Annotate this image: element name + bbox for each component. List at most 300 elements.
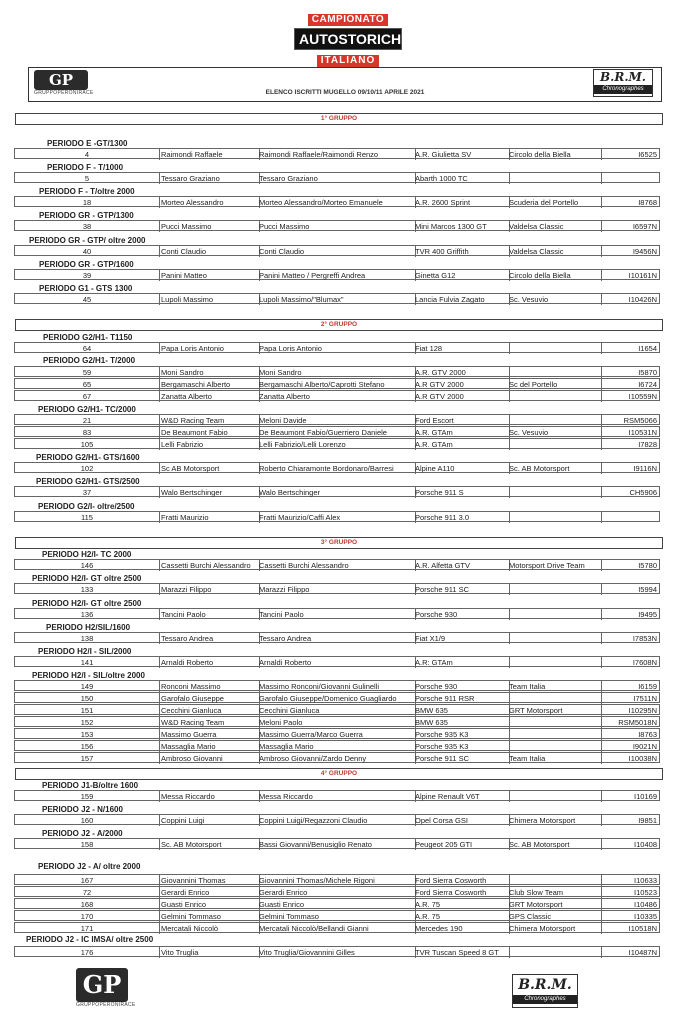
- entry-number: 18: [15, 197, 160, 208]
- entry-car: A.R. GTAm: [413, 439, 510, 450]
- entry-team: [507, 947, 602, 958]
- entry-team: GRT Motorsport: [507, 705, 602, 716]
- entry-number: 176: [15, 947, 160, 958]
- entry-license: I9851: [638, 816, 657, 825]
- period-heading: PERIODO GR - GTP/1600: [39, 260, 134, 269]
- entry-crew: Meloni Paolo: [257, 717, 416, 728]
- entry-number: 5: [15, 173, 160, 184]
- entry-license: I10038N: [628, 754, 657, 763]
- entry-crew: Fratti Maurizio/Caffi Alex: [257, 512, 416, 523]
- brm-footer-logo: [512, 974, 578, 1008]
- entry-crew: De Beaumont Fabio/Guerriero Daniele: [257, 427, 416, 438]
- brm-logo-text: B.R.M.: [600, 70, 646, 84]
- table-row: [14, 814, 660, 825]
- gpr-logo-mark: GP: [34, 70, 88, 90]
- table-row: [14, 680, 660, 691]
- brm-footer-sub: Chronographes: [513, 995, 577, 1004]
- entry-car: A.R GTV 2000: [413, 379, 510, 390]
- entry-crew: Morteo Alessandro/Morteo Emanuele: [257, 197, 416, 208]
- entry-crew: Tessaro Graziano: [257, 173, 416, 184]
- entry-team: [507, 439, 602, 450]
- table-row: [14, 438, 660, 449]
- entry-crew: Massaglia Mario: [257, 741, 416, 752]
- table-row: [14, 752, 660, 763]
- logo-bottom-text: ITALIANO: [317, 55, 379, 67]
- entry-team: GRT Motorsport: [507, 899, 602, 910]
- table-row: [14, 366, 660, 377]
- entry-car: Porsche 930: [413, 609, 510, 620]
- entry-car: Opel Corsa GSI: [413, 815, 510, 826]
- entry-number: 150: [15, 693, 160, 704]
- campionato-logo: [294, 9, 411, 66]
- entry-number: 157: [15, 753, 160, 764]
- brm-footer-text: B.R.M.: [518, 977, 572, 993]
- period-heading: PERIODO H2/I- TC 2000: [42, 550, 132, 559]
- entry-number: 39: [15, 270, 160, 281]
- entry-car: A.R. GTV 2000: [413, 367, 510, 378]
- entry-number: 159: [15, 791, 160, 802]
- entry-license: I10531N: [628, 428, 657, 437]
- entry-license: I7828: [638, 440, 657, 449]
- entry-driver: Lelli Fabrizio: [159, 439, 260, 450]
- group-bar: 2° GRUPPO: [15, 319, 663, 331]
- entry-license: I10426N: [628, 295, 657, 304]
- entry-driver: Moni Sandro: [159, 367, 260, 378]
- entry-crew: Bassi Giovanni/Benusiglio Renato: [257, 839, 416, 850]
- entry-license: RSM5018N: [618, 718, 657, 727]
- entry-car: A.R. 2600 Sprint: [413, 197, 510, 208]
- entry-license: I7853N: [632, 634, 657, 643]
- entry-team: [507, 717, 602, 728]
- entry-number: 105: [15, 439, 160, 450]
- entry-car: Mini Marcos 1300 GT: [413, 221, 510, 232]
- table-row: [14, 293, 660, 304]
- entry-number: 160: [15, 815, 160, 826]
- entry-team: Circolo della Biella: [507, 149, 602, 160]
- entry-number: 45: [15, 294, 160, 305]
- entry-team: [507, 584, 602, 595]
- entry-license: I10633: [634, 876, 657, 885]
- entry-driver: Massimo Guerra: [159, 729, 260, 740]
- entry-number: 37: [15, 487, 160, 498]
- entry-car: Porsche 930: [413, 681, 510, 692]
- entry-car: TVR 400 Griffith: [413, 246, 510, 257]
- entry-car: Alpine A110: [413, 463, 510, 474]
- period-heading: PERIODO J2 - IC IMSA/ oltre 2500: [26, 935, 154, 944]
- entry-license: I10408: [634, 840, 657, 849]
- entry-license: I6597N: [632, 222, 657, 231]
- entry-driver: Vito Truglia: [159, 947, 260, 958]
- entry-team: Motorsport Drive Team: [507, 560, 602, 571]
- entry-team: Chimera Motorsport: [507, 923, 602, 934]
- period-heading: PERIODO GR - GTP/ oltre 2000: [29, 236, 146, 245]
- period-heading: PERIODO G1 - GTS 1300: [39, 284, 133, 293]
- entry-driver: Conti Claudio: [159, 246, 260, 257]
- entry-driver: Tancini Paolo: [159, 609, 260, 620]
- entry-number: 83: [15, 427, 160, 438]
- entry-driver: Tessaro Andrea: [159, 633, 260, 644]
- entry-crew: Papa Loris Antonio: [257, 343, 416, 354]
- table-row: [14, 378, 660, 389]
- entry-car: Fiat 128: [413, 343, 510, 354]
- entry-driver: Panini Matteo: [159, 270, 260, 281]
- period-heading: PERIODO H2/I- GT oltre 2500: [32, 574, 142, 583]
- entry-number: 133: [15, 584, 160, 595]
- entry-car: Porsche 935 K3: [413, 729, 510, 740]
- entry-license: I10518N: [628, 924, 657, 933]
- entry-number: 156: [15, 741, 160, 752]
- entry-car: Ford Escort: [413, 415, 510, 426]
- logo-middle-text: AUTOSTORICHE: [294, 28, 402, 50]
- brm-logo-sub: Chronographes: [594, 85, 652, 94]
- entry-license: I8768: [638, 198, 657, 207]
- entry-crew: Bergamaschi Alberto/Caprotti Stefano: [257, 379, 416, 390]
- entry-team: Club Slow Team: [507, 887, 602, 898]
- group-bar: 3° GRUPPO: [15, 537, 663, 549]
- table-row: [14, 245, 660, 256]
- period-heading: PERIODO J2 - A/2000: [42, 829, 123, 838]
- brm-logo: [593, 69, 653, 97]
- entry-crew: Walo Bertschinger: [257, 487, 416, 498]
- period-heading: PERIODO J1-B/oltre 1600: [42, 781, 139, 790]
- entry-crew: Raimondi Raffaele/Raimondi Renzo: [257, 149, 416, 160]
- entry-team: [507, 791, 602, 802]
- entry-license: RSM5066: [623, 416, 657, 425]
- entry-license: CH5906: [629, 488, 657, 497]
- table-row: [14, 390, 660, 401]
- entry-number: 171: [15, 923, 160, 934]
- entry-car: Porsche 911 RSR: [413, 693, 510, 704]
- period-heading: PERIODO F - T/1000: [47, 163, 124, 172]
- entry-team: Valdelsa Classic: [507, 221, 602, 232]
- entry-car: Alpine Renault V6T: [413, 791, 510, 802]
- table-row: [14, 740, 660, 751]
- entry-driver: Sc AB Motorsport: [159, 463, 260, 474]
- entry-team: [507, 512, 602, 523]
- entry-car: A.R. Giulietta SV: [413, 149, 510, 160]
- entry-crew: Guasti Enrico: [257, 899, 416, 910]
- entry-team: Sc. AB Motorsport: [507, 463, 602, 474]
- entry-license: I9456N: [632, 247, 657, 256]
- entry-license: I7608N: [632, 658, 657, 667]
- entry-driver: Papa Loris Antonio: [159, 343, 260, 354]
- entry-team: Sc. Vesuvio: [507, 294, 602, 305]
- table-row: [14, 874, 660, 885]
- group-bar: 1° GRUPPO: [15, 113, 663, 125]
- entry-team: [507, 741, 602, 752]
- entry-license: I9021N: [632, 742, 657, 751]
- table-row: [14, 414, 660, 425]
- entry-crew: Meloni Davide: [257, 415, 416, 426]
- entry-driver: Lupoli Massimo: [159, 294, 260, 305]
- period-heading: PERIODO G2/H1- TC/2000: [38, 405, 136, 414]
- table-row: [14, 656, 660, 667]
- period-heading: PERIODO G2/H1- GTS/2500: [36, 477, 140, 486]
- entry-license: I10169: [634, 792, 657, 801]
- entry-license: [599, 512, 659, 523]
- table-row: [14, 946, 660, 957]
- period-heading: PERIODO J2 - N/1600: [42, 805, 123, 814]
- table-row: [14, 342, 660, 353]
- table-row: [14, 196, 660, 207]
- entry-license: I10161N: [628, 271, 657, 280]
- gpr-logo-sub: GRUPPOPERONIRACE: [34, 90, 94, 96]
- entry-number: 21: [15, 415, 160, 426]
- period-heading: PERIODO G2/H1- T/2000: [43, 356, 136, 365]
- period-heading: PERIODO F - T/oltre 2000: [39, 187, 135, 196]
- entry-number: 158: [15, 839, 160, 850]
- entry-crew: Tessaro Andrea: [257, 633, 416, 644]
- entry-driver: Coppini Luigi: [159, 815, 260, 826]
- table-row: [14, 172, 660, 183]
- gpr-footer-mark: GP: [76, 968, 128, 1002]
- table-row: [14, 608, 660, 619]
- group-bar: 4° GRUPPO: [15, 768, 663, 780]
- entry-license: I9116N: [633, 464, 657, 473]
- entry-crew: Conti Claudio: [257, 246, 416, 257]
- entry-team: Sc. Vesuvio: [507, 427, 602, 438]
- entry-driver: Massaglia Mario: [159, 741, 260, 752]
- entry-team: [507, 729, 602, 740]
- entry-number: 59: [15, 367, 160, 378]
- entry-team: [507, 609, 602, 620]
- period-heading: PERIODO H2/I - SIL/2000: [38, 647, 132, 656]
- entry-driver: Guasti Enrico: [159, 899, 260, 910]
- table-row: [14, 790, 660, 801]
- entry-license: I10486: [634, 900, 657, 909]
- entry-team: [507, 415, 602, 426]
- entry-car: Ginetta G12: [413, 270, 510, 281]
- entry-number: 151: [15, 705, 160, 716]
- entry-crew: Panini Matteo / Pergreffi Andrea: [257, 270, 416, 281]
- entry-driver: Gerardi Enrico: [159, 887, 260, 898]
- entry-car: A.R. GTAm: [413, 427, 510, 438]
- entry-driver: Raimondi Raffaele: [159, 149, 260, 160]
- entry-license: I10559N: [628, 392, 657, 401]
- entry-license: I5780: [638, 561, 657, 570]
- entry-crew: Giovannini Thomas/Michele Rigoni: [257, 875, 416, 886]
- entry-number: 67: [15, 391, 160, 402]
- table-row: [14, 632, 660, 643]
- entry-team: [507, 875, 602, 886]
- entry-crew: Moni Sandro: [257, 367, 416, 378]
- entry-team: [507, 633, 602, 644]
- period-heading: PERIODO G2/I- oltre/2500: [38, 502, 135, 511]
- table-row: [14, 886, 660, 897]
- entry-driver: Giovannini Thomas: [159, 875, 260, 886]
- period-heading: PERIODO H2/SIL/1600: [46, 623, 131, 632]
- entry-number: 146: [15, 560, 160, 571]
- entry-driver: De Beaumont Fabio: [159, 427, 260, 438]
- entry-team: Team Italia: [507, 681, 602, 692]
- entry-driver: Morteo Alessandro: [159, 197, 260, 208]
- entry-license: I9495: [638, 610, 657, 619]
- entry-number: 168: [15, 899, 160, 910]
- entry-crew: Marazzi Filippo: [257, 584, 416, 595]
- entry-driver: Marazzi Filippo: [159, 584, 260, 595]
- logo-top-text: CAMPIONATO: [308, 14, 388, 26]
- entry-crew: Pucci Massimo: [257, 221, 416, 232]
- entry-driver: Gelmini Tommaso: [159, 911, 260, 922]
- entry-team: Scuderia del Portello: [507, 197, 602, 208]
- entry-driver: Arnaldi Roberto: [159, 657, 260, 668]
- entry-number: 152: [15, 717, 160, 728]
- gpr-footer-logo: [76, 968, 138, 1012]
- entry-license: I10523: [634, 888, 657, 897]
- entry-license: I10487N: [628, 948, 657, 957]
- entry-team: Sc del Portello: [507, 379, 602, 390]
- entry-car: Ford Sierra Cosworth: [413, 887, 510, 898]
- entry-car: BMW 635: [413, 717, 510, 728]
- entry-driver: Cecchini Gianluca: [159, 705, 260, 716]
- entry-car: TVR Tuscan Speed 8 GT: [413, 947, 510, 958]
- entry-team: [507, 657, 602, 668]
- period-heading: PERIODO H2/I- GT oltre 2500: [32, 599, 142, 608]
- entry-driver: Zanatta Alberto: [159, 391, 260, 402]
- entry-crew: Mercatali Niccolò/Bellandi Gianni: [257, 923, 416, 934]
- entry-team: [507, 391, 602, 402]
- entry-license: I1654: [638, 344, 657, 353]
- entry-number: 153: [15, 729, 160, 740]
- table-row: [14, 511, 660, 522]
- gpr-footer-sub: GRUPPOPERONIRACE: [76, 1002, 136, 1008]
- entry-license: I10295N: [628, 706, 657, 715]
- entry-team: [507, 367, 602, 378]
- table-row: [14, 922, 660, 933]
- entry-license: I5870: [638, 368, 657, 377]
- table-row: [14, 269, 660, 280]
- table-row: [14, 704, 660, 715]
- entry-team: Circolo della Biella: [507, 270, 602, 281]
- period-heading: PERIODO GR - GTP/1300: [39, 211, 134, 220]
- entry-crew: Gerardi Enrico: [257, 887, 416, 898]
- table-row: [14, 148, 660, 159]
- period-heading: PERIODO E -GT/1300: [47, 139, 128, 148]
- entry-driver: Messa Riccardo: [159, 791, 260, 802]
- entry-car: Peugeot 205 GTI: [413, 839, 510, 850]
- entry-team: Chimera Motorsport: [507, 815, 602, 826]
- table-row: [14, 692, 660, 703]
- entry-crew: Garofalo Giuseppe/Domenico Guagliardo: [257, 693, 416, 704]
- entry-car: BMW 635: [413, 705, 510, 716]
- table-row: [14, 583, 660, 594]
- entry-crew: Massimo Ronconi/Giovanni Gulinelli: [257, 681, 416, 692]
- entry-number: 170: [15, 911, 160, 922]
- entry-number: 138: [15, 633, 160, 644]
- entry-team: [507, 173, 602, 184]
- entry-license: I7511N: [633, 694, 657, 703]
- entry-number: 65: [15, 379, 160, 390]
- entry-license: I6525: [638, 150, 657, 159]
- entry-team: [507, 487, 602, 498]
- entry-car: Ford Sierra Cosworth: [413, 875, 510, 886]
- entry-crew: Lelli Fabrizio/Lelli Lorenzo: [257, 439, 416, 450]
- entry-car: A.R. 75: [413, 899, 510, 910]
- entry-number: 4: [15, 149, 160, 160]
- entry-crew: Vito Truglia/Giovannini Gilles: [257, 947, 416, 958]
- entry-driver: Cassetti Burchi Alessandro: [159, 560, 260, 571]
- entry-crew: Ambroso Giovanni/Zardo Denny: [257, 753, 416, 764]
- entry-driver: Ambroso Giovanni: [159, 753, 260, 764]
- table-row: [14, 728, 660, 739]
- table-row: [14, 462, 660, 473]
- entry-number: 149: [15, 681, 160, 692]
- period-heading: PERIODO H2/I - SIL/oltre 2000: [32, 671, 145, 680]
- entry-car: A.R: GTAm: [413, 657, 510, 668]
- period-heading: PERIODO G2/H1- GTS/1600: [36, 453, 140, 462]
- entry-number: 136: [15, 609, 160, 620]
- table-row: [14, 716, 660, 727]
- table-row: [14, 559, 660, 570]
- entry-number: 141: [15, 657, 160, 668]
- entry-crew: Messa Riccardo: [257, 791, 416, 802]
- table-row: [14, 838, 660, 849]
- entry-crew: Tancini Paolo: [257, 609, 416, 620]
- entry-crew: Gelmini Tommaso: [257, 911, 416, 922]
- entry-driver: Pucci Massimo: [159, 221, 260, 232]
- entry-number: 64: [15, 343, 160, 354]
- document-title: ELENCO ISCRITTI MUGELLO 09/10/11 APRILE 2021: [265, 89, 425, 96]
- entry-car: A.R. 75: [413, 911, 510, 922]
- entry-car: Abarth 1000 TC: [413, 173, 510, 184]
- table-row: [14, 486, 660, 497]
- entry-crew: Zanatta Alberto: [257, 391, 416, 402]
- title-box: [28, 67, 662, 102]
- entry-driver: Ronconi Massimo: [159, 681, 260, 692]
- entry-car: Porsche 911 S: [413, 487, 510, 498]
- entry-team: [507, 693, 602, 704]
- period-heading: PERIODO J2 - A/ oltre 2000: [38, 862, 141, 871]
- entry-car: A.R. Alfetta GTV: [413, 560, 510, 571]
- entry-crew: Massimo Guerra/Marco Guerra: [257, 729, 416, 740]
- entry-car: Mercedes 190: [413, 923, 510, 934]
- entry-team: [507, 343, 602, 354]
- table-row: [14, 898, 660, 909]
- entry-car: Porsche 911 SC: [413, 753, 510, 764]
- entry-license: I6159: [638, 682, 657, 691]
- entry-team: Sc. AB Motorsport: [507, 839, 602, 850]
- entry-driver: Walo Bertschinger: [159, 487, 260, 498]
- entry-car: Fiat X1/9: [413, 633, 510, 644]
- entry-crew: Lupoli Massimo/"Blumax": [257, 294, 416, 305]
- entry-team: Valdelsa Classic: [507, 246, 602, 257]
- entry-crew: Arnaldi Roberto: [257, 657, 416, 668]
- entry-team: Team Italia: [507, 753, 602, 764]
- entry-car: Porsche 911 3.0: [413, 512, 510, 523]
- entry-driver: Bergamaschi Alberto: [159, 379, 260, 390]
- entry-car: Porsche 935 K3: [413, 741, 510, 752]
- table-row: [14, 220, 660, 231]
- table-row: [14, 910, 660, 921]
- entry-license: I8763: [638, 730, 657, 739]
- entry-car: Lancia Fulvia Zagato: [413, 294, 510, 305]
- entry-car: A.R GTV 2000: [413, 391, 510, 402]
- entry-number: 167: [15, 875, 160, 886]
- entry-driver: Garofalo Giuseppe: [159, 693, 260, 704]
- entry-license: I10335: [634, 912, 657, 921]
- period-heading: PERIODO G2/H1- T1150: [43, 333, 133, 342]
- entry-license: [599, 173, 659, 184]
- entry-crew: Cecchini Gianluca: [257, 705, 416, 716]
- entry-number: 102: [15, 463, 160, 474]
- entry-number: 72: [15, 887, 160, 898]
- entry-crew: Coppini Luigi/Regazzoni Claudio: [257, 815, 416, 826]
- entry-driver: Tessaro Graziano: [159, 173, 260, 184]
- entry-crew: Cassetti Burchi Alessandro: [257, 560, 416, 571]
- entry-driver: Sc. AB Motorsport: [159, 839, 260, 850]
- entry-license: I5994: [638, 585, 657, 594]
- entry-crew: Roberto Chiaramonte Bordonaro/Barresi: [257, 463, 416, 474]
